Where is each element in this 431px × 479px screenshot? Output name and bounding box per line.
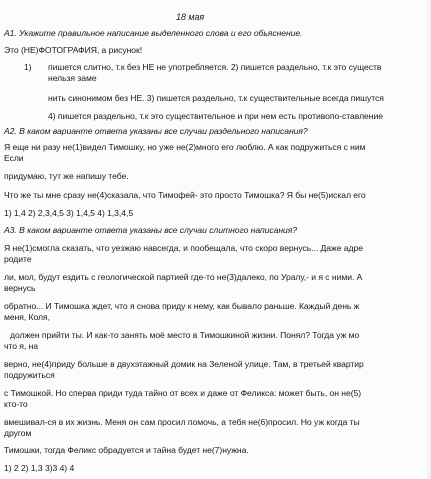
a1-option-1-number: 1): [24, 62, 32, 72]
question-a3: А3. В каком варианте ответа указаны все случаи слитного написания?: [4, 225, 298, 235]
a2-text-line-4: Что же ты мне сразу не(4)сказала, что Тимофей- это просто Тимошка? Я бы не(5)искал его: [4, 190, 366, 200]
a3-text-line-8: что я, на: [4, 341, 38, 351]
document-date: 18 мая: [176, 12, 205, 22]
a3-text-line-5: обратно... И Тимошка ждет, что я снова приду к нему, как бывало раньше. Каждый день ж: [4, 301, 360, 311]
a3-text-line-14: другом: [4, 428, 32, 438]
a1-option-1-line-1: пишется слитно, т.к без НЕ не употребляется. 2) пишется раздельно, т.к это существ: [48, 62, 382, 72]
a1-stem: Это (НЕ)ФОТОГРАФИЯ, а рисунок!: [4, 45, 143, 55]
a3-answers: 1) 2 2) 1,3 3)3 4) 4: [4, 463, 75, 473]
a3-text-line-1: Я не(1)смогла сказать, что уезжаю навсегда, и пообещала, что скоро вернусь... Даже адре: [4, 243, 363, 253]
a3-text-line-13: вмешивал-ся в их жизнь. Меня он сам просил помочь, а тебя не(6)просил. Но уж когда ты: [4, 417, 360, 427]
question-a1: А1. Укажите правильное написание выделенного слова и его обьяснение.: [4, 28, 303, 38]
a3-text-line-3: ли, мол, будут ездить с геологической партией где-то не(3)далеко, по Уралу,- и я с ними. А: [4, 272, 363, 282]
a3-text-line-9: верно, не(4)приду больше в двухэтажный домик на Зеленой улице. Там, в третьей квартир: [4, 359, 364, 369]
a1-option-line-4: 4) пишется раздельно, т.к это существительное и при нем есть противопо-ставление: [48, 111, 383, 121]
a3-text-line-10: подружиться: [4, 370, 55, 380]
a3-text-line-12: кто-то: [4, 399, 28, 409]
a2-text-line-2: Если: [4, 153, 24, 163]
question-a2: А2. В каком варианте ответа указаны все случаи раздельного написания?: [4, 126, 308, 136]
a2-answers: 1) 1,4 2) 2,3,4,5 3) 1,4,5 4) 1,3,4,5: [4, 208, 134, 218]
a3-text-line-4: вернусь: [4, 283, 36, 293]
a3-text-line-15: Тимошки, тогда Феликс обрадуется и тайна будет не(7)нужна.: [4, 445, 249, 455]
a1-option-1-line-2: нельзя заме: [48, 73, 97, 83]
a3-text-line-6: меня, Коля,: [4, 312, 50, 322]
page-edge-shadow: [425, 0, 431, 479]
a2-text-line-3: придумаю, тут же напишу тебе.: [4, 171, 129, 181]
a2-text-line-1: Я еще ни разу не(1)видел Тимошку, но уже не(2)много его люблю. А как подружиться с ним: [4, 142, 366, 152]
a3-text-line-11: с Тимошкой. Но сперва приди туда тайно от всех и даже от Феликса: может быть, он не(5): [4, 388, 362, 398]
a3-text-line-7: должен прийти ты. И как-то занять моё место в Тимошкиной жизни. Понял? Тогда уж мо: [10, 330, 360, 340]
a1-option-line-3: нить синонимом без НЕ. 3) пишется раздельно, т.к существительные всегда пишутся: [48, 93, 384, 103]
a3-text-line-2: родите: [4, 254, 32, 264]
